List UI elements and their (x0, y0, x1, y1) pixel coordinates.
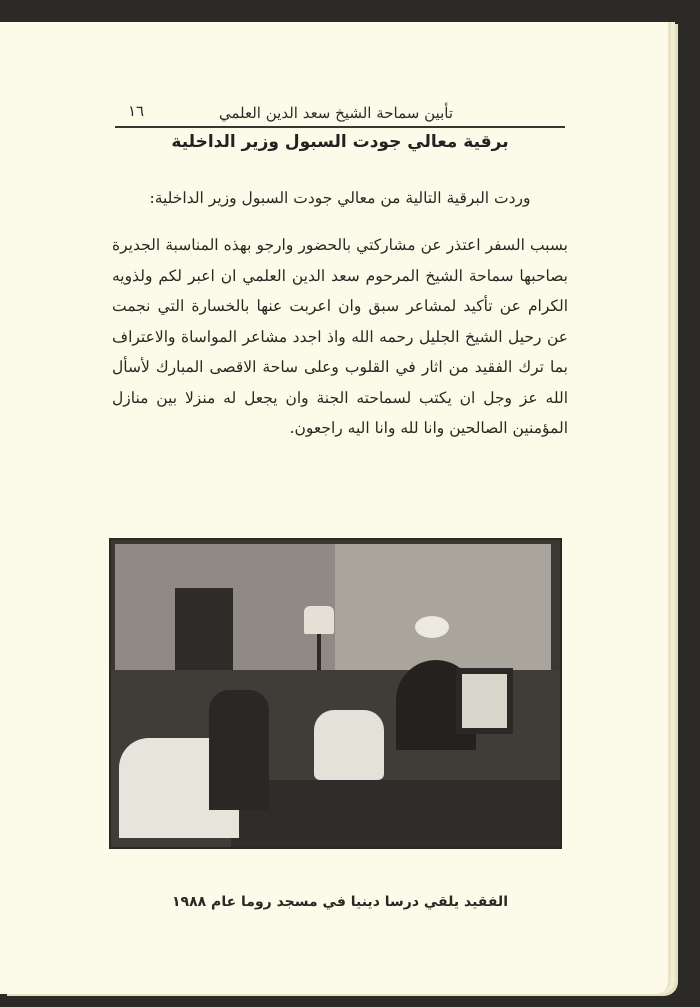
photo-figure-white-robe-2 (314, 710, 384, 780)
photo-figure-suit (209, 690, 269, 810)
photo-turban (415, 616, 449, 638)
book-page (0, 22, 671, 994)
photo-lamp (304, 606, 334, 634)
photograph (109, 538, 562, 849)
intro-paragraph: وردت البرقية التالية من معالي جودت السبول وزير الداخلية: (149, 189, 531, 207)
section-title: برقية معالي جودت السبول وزير الداخلية (171, 132, 509, 152)
page-header (115, 98, 565, 128)
running-title: تأبين سماحة الشيخ سعد الدين العلمي (218, 104, 453, 122)
photo-caption: الفقيد يلقي درسا دينيا في مسجد روما عام ١٩٨٨ (172, 894, 508, 910)
telegram-text: بسبب السفر اعتذر عن مشاركتي بالحضور وارجو بهذه المناسبة الجديرة بصاحبها سماحة الشيخ المرحوم سعد الدين العلمي ان اعبر لكم ولذويه الكرام عن تأكيد لمشاعر سبق وان اعربت عنها بالخسارة التي نجمت عن رحيل الشيخ الجليل رحمه الله واذ اجدد مشاعر المواساة والاعتراف بما ترك الفقيد من اثار في القلوب وعلى ساحة الاقصى المبارك لأسأل الله عز وجل ان يكتب لسماحته الجنة وان يجعل له منزلا بين منازل المؤمنين الصالحين وانا لله وانا اليه راجعون. (112, 236, 568, 437)
photo-door (175, 588, 233, 678)
photo-chair (456, 668, 513, 734)
page-number: ١٦ (128, 102, 145, 120)
photo-floor (231, 780, 560, 847)
